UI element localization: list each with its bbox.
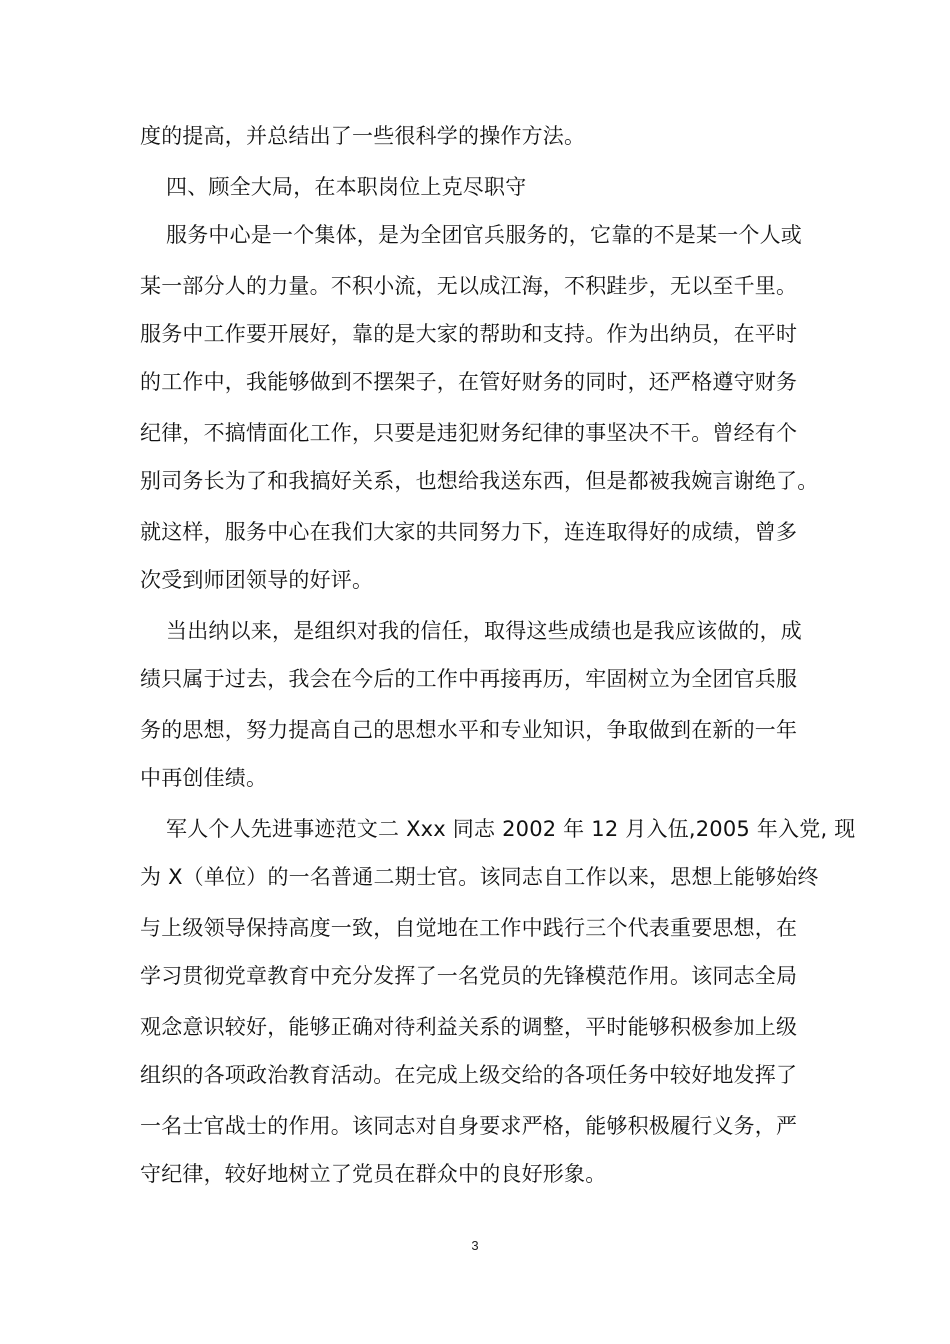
text-line: 中再创佳绩。 — [140, 766, 268, 790]
text-line: 度的提高，并总结出了一些很科学的操作方法。 — [140, 124, 586, 148]
text-line: 别司务长为了和我搞好关系，也想给我送东西，但是都被我婉言谢绝了。 — [140, 469, 819, 493]
text-line: 就这样，服务中心在我们大家的共同努力下，连连取得好的成绩，曾多 — [140, 520, 798, 544]
section-heading: 四、顾全大局，在本职岗位上克尽职守 — [166, 175, 527, 199]
text-line: 纪律，不搞情面化工作，只要是违犯财务纪律的事坚决不干。曾经有个 — [140, 421, 798, 445]
text-line: 次受到师团领导的好评。 — [140, 568, 374, 592]
text-line: 绩只属于过去，我会在今后的工作中再接再历，牢固树立为全团官兵服 — [140, 667, 798, 691]
text-line: 一名士官战士的作用。该同志对自身要求严格，能够积极履行义务，严 — [140, 1114, 798, 1138]
text-line: 服务中心是一个集体，是为全团官兵服务的，它靠的不是某一个人或 — [166, 223, 802, 247]
text-line: 军人个人先进事迹范文二 Xxx 同志 2002 年 12 月入伍,2005 年入党, 现 — [166, 817, 856, 841]
text-line: 与上级领导保持高度一致，自觉地在工作中践行三个代表重要思想，在 — [140, 916, 798, 940]
text-line: 某一部分人的力量。不积小流，无以成江海，不积跬步，无以至千里。 — [140, 274, 798, 298]
text-line: 守纪律，较好地树立了党员在群众中的良好形象。 — [140, 1162, 607, 1186]
text-line: 学习贯彻党章教育中充分发挥了一名党员的先锋模范作用。该同志全局 — [140, 964, 798, 988]
text-line: 为 X（单位）的一名普通二期士官。该同志自工作以来，思想上能够始终 — [140, 865, 819, 889]
text-line: 当出纳以来，是组织对我的信任，取得这些成绩也是我应该做的，成 — [166, 619, 802, 643]
text-line: 的工作中，我能够做到不摆架子，在管好财务的同时，还严格遵守财务 — [140, 370, 798, 394]
text-line: 观念意识较好，能够正确对待利益关系的调整，平时能够积极参加上级 — [140, 1015, 798, 1039]
text-line: 组织的各项政治教育活动。在完成上级交给的各项任务中较好地发挥了 — [140, 1063, 798, 1087]
text-line: 务的思想，努力提高自己的思想水平和专业知识，争取做到在新的一年 — [140, 718, 798, 742]
text-line: 服务中工作要开展好，靠的是大家的帮助和支持。作为出纳员，在平时 — [140, 322, 798, 346]
page-number: 3 — [471, 1238, 479, 1253]
